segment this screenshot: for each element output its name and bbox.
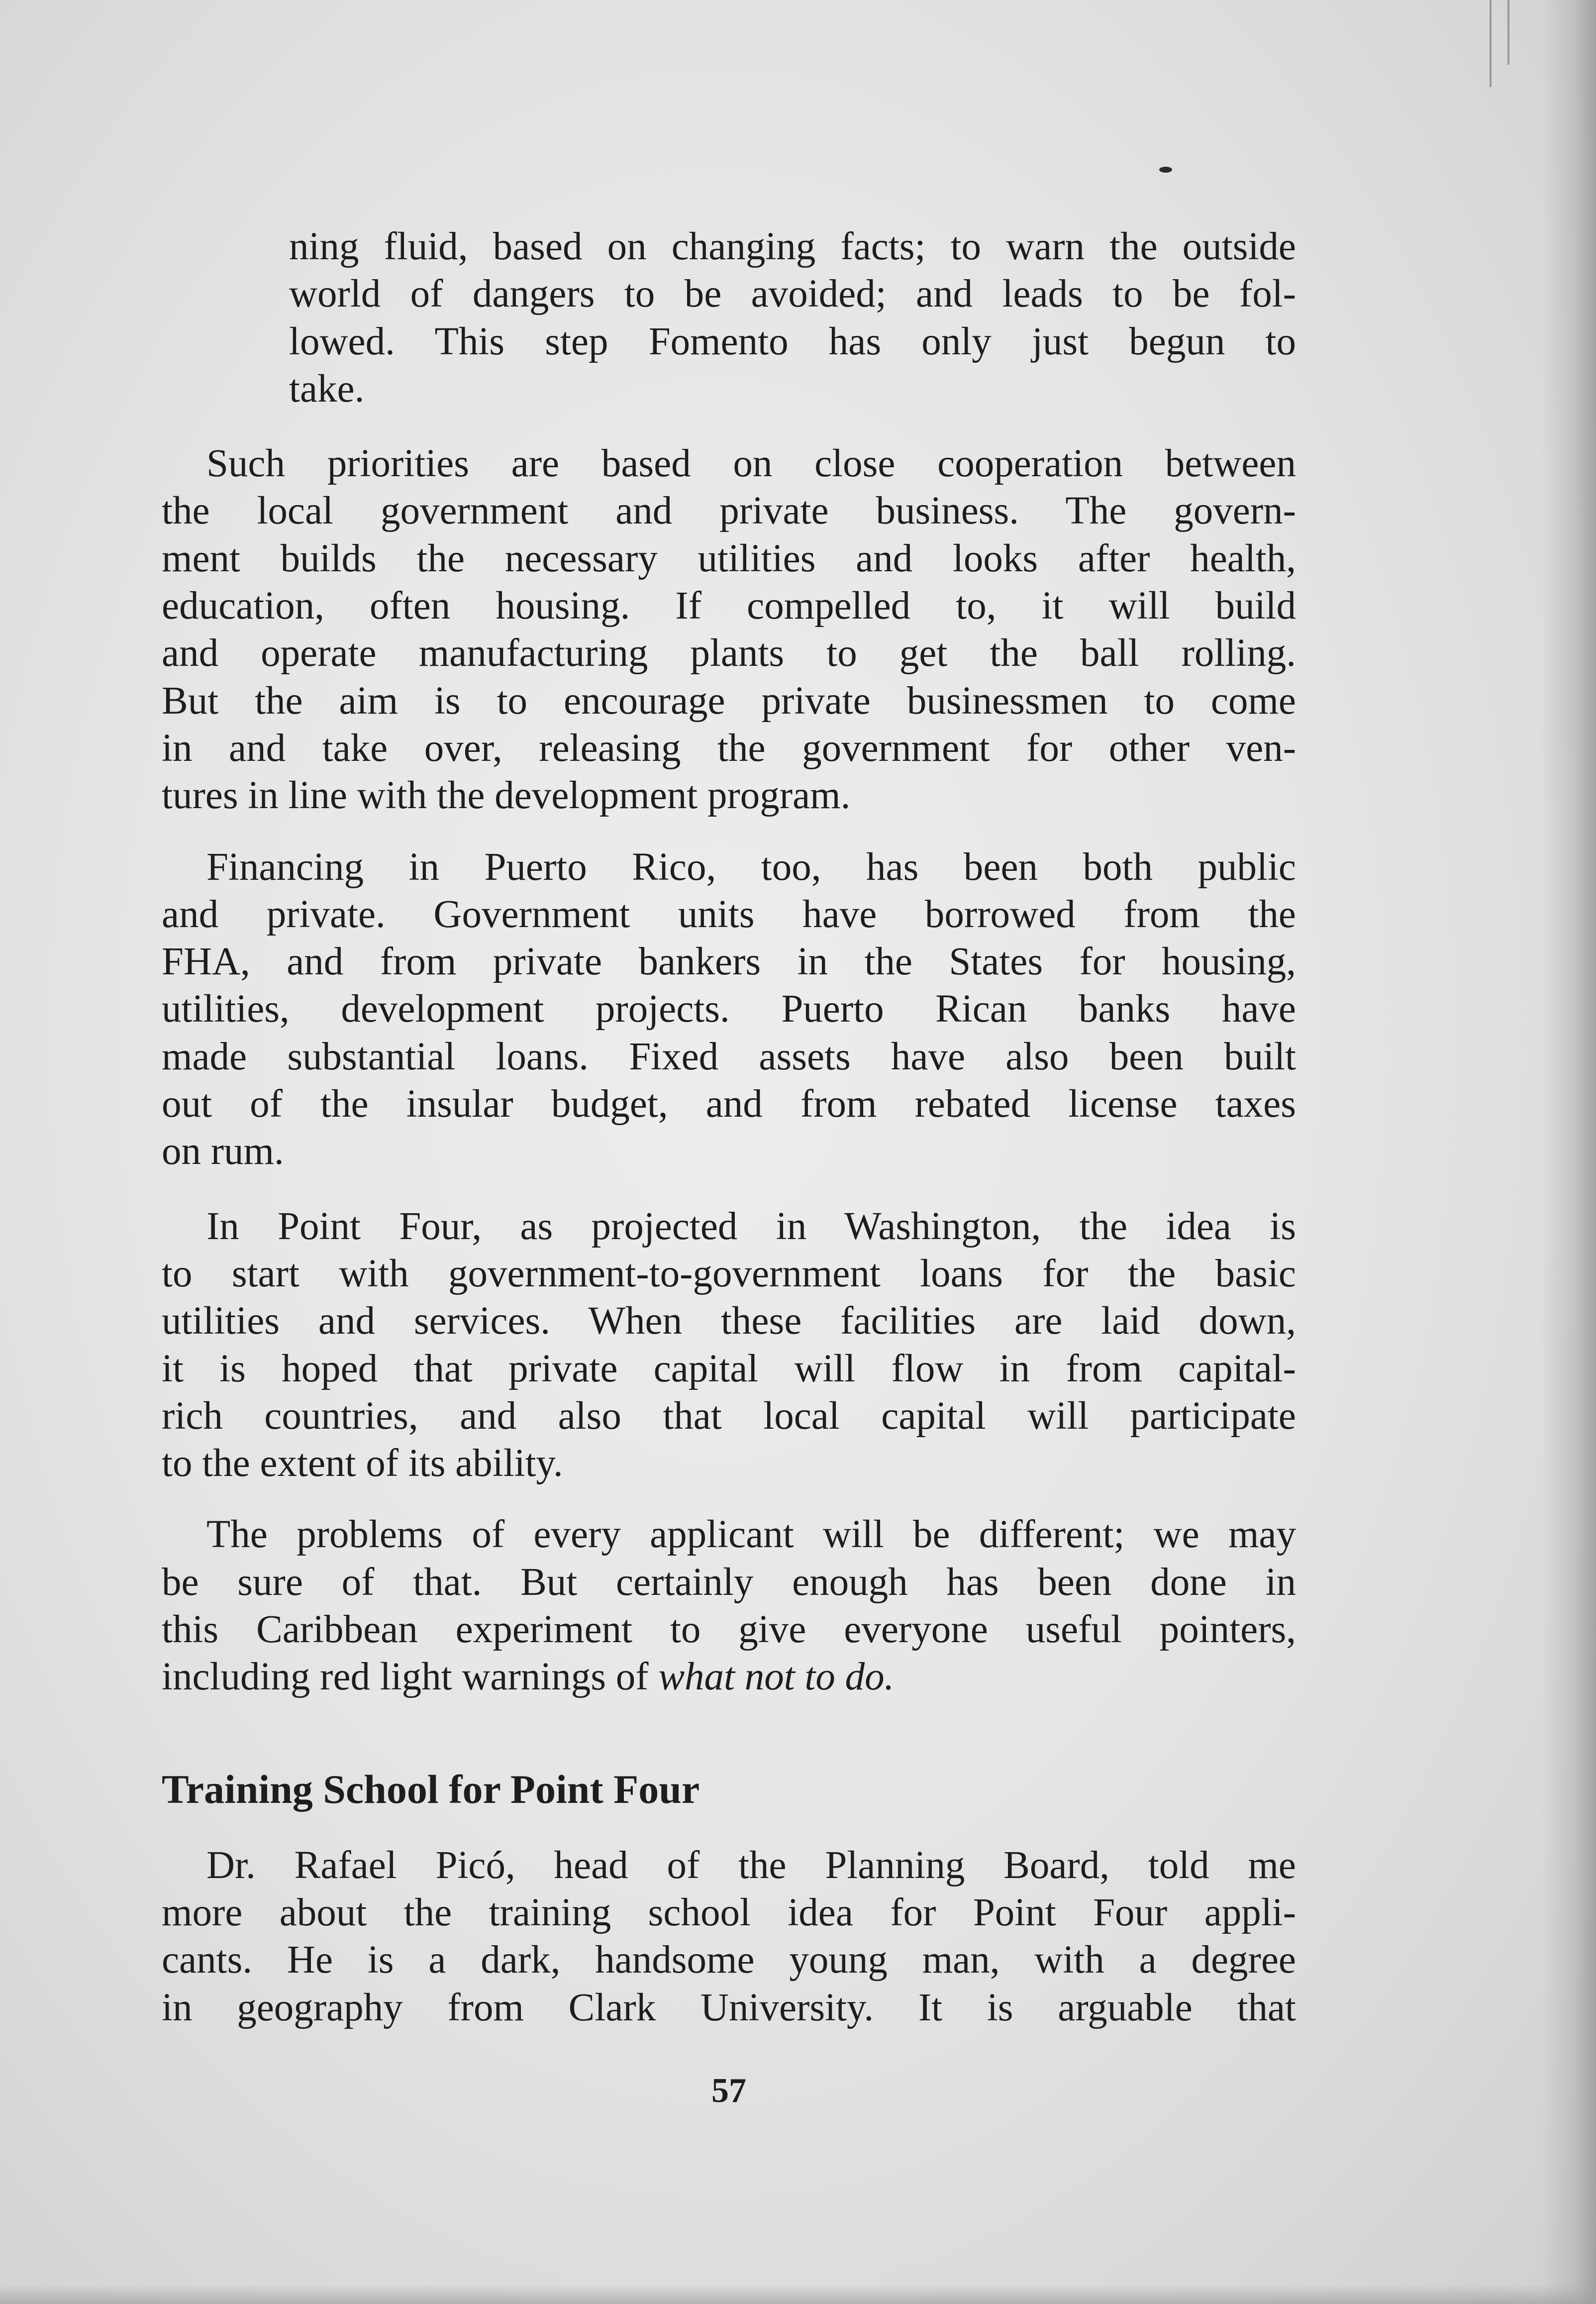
text-line: ment builds the necessary utilities and looks after health,: [162, 536, 1296, 580]
page-right-edge-shadow: [1541, 0, 1596, 2304]
ink-speck: [1159, 167, 1172, 173]
page-number: 57: [711, 2072, 746, 2110]
page-edge-mark: [1507, 0, 1509, 65]
paragraph-point-four: [162, 1203, 1296, 1487]
text-line: take.: [289, 367, 365, 411]
text-line: education, often housing. If compelled to, it will build: [162, 584, 1296, 628]
text-line: The problems of every applicant will be different; we may: [206, 1513, 1296, 1557]
paragraph-training-school: [162, 1842, 1296, 2031]
text-line: world of dangers to be avoided; and leads to be fol-: [289, 272, 1296, 316]
text-line: But the aim is to encourage private businessmen to come: [162, 679, 1296, 723]
text-line: cants. He is a dark, handsome young man, with a degree: [162, 1938, 1296, 1982]
italic-text-run: what not to do.: [658, 1655, 895, 1699]
paragraph-priorities: [162, 440, 1296, 819]
text-line: made substantial loans. Fixed assets have also been built: [162, 1035, 1296, 1078]
section-heading: Training School for Point Four: [162, 1766, 700, 1812]
text-line: in and take over, releasing the government for other ven-: [162, 726, 1296, 770]
paragraph-financing: [162, 843, 1296, 1175]
paragraph-problems: [162, 1511, 1296, 1700]
body-text: [162, 223, 1296, 2031]
text-line: the local government and private business. The govern-: [162, 489, 1296, 533]
text-line: this Caribbean experiment to give everyone useful pointers,: [162, 1608, 1296, 1652]
text-line: and operate manufacturing plants to get the ball rolling.: [162, 631, 1296, 675]
text-line: ning fluid, based on changing facts; to warn the outside: [289, 225, 1296, 268]
text-line: rich countries, and also that local capital will participate: [162, 1394, 1296, 1438]
text-line: tures in line with the development program.: [162, 774, 851, 818]
text-line: utilities and services. When these facilities are laid down,: [162, 1299, 1296, 1343]
text-line: In Point Four, as projected in Washington, the idea is: [206, 1204, 1296, 1248]
text-line: lowed. This step Fomento has only just begun to: [289, 319, 1296, 363]
page-edge-mark: [1490, 0, 1492, 87]
text-line: be sure of that. But certainly enough has been done in: [162, 1560, 1296, 1604]
text-line: Financing in Puerto Rico, too, has been both public: [206, 845, 1296, 889]
text-line: more about the training school idea for Point Four appli-: [162, 1890, 1296, 1934]
text-line: in geography from Clark University. It is arguable that: [162, 1986, 1296, 2029]
text-line: to the extent of its ability.: [162, 1442, 563, 1485]
text-line: FHA, and from private bankers in the States for housing,: [162, 940, 1296, 984]
text-line: on rum.: [162, 1130, 284, 1173]
text-run: including red light warnings of: [162, 1655, 659, 1699]
text-line: Dr. Rafael Picó, head of the Planning Board, told me: [206, 1843, 1296, 1887]
text-line: out of the insular budget, and from rebated license taxes: [162, 1082, 1296, 1126]
text-line: utilities, development projects. Puerto Rican banks have: [162, 987, 1296, 1031]
text-line: and private. Government units have borrowed from the: [162, 892, 1296, 936]
text-line: to start with government-to-government loans for the basic: [162, 1252, 1296, 1295]
text-line: Such priorities are based on close cooperation between: [206, 442, 1296, 486]
page-bottom-edge-shadow: [0, 2284, 1596, 2304]
paragraph-continued: [162, 223, 1296, 413]
text-line: [162, 1653, 1296, 1700]
text-line: it is hoped that private capital will flow in from capital-: [162, 1347, 1296, 1390]
